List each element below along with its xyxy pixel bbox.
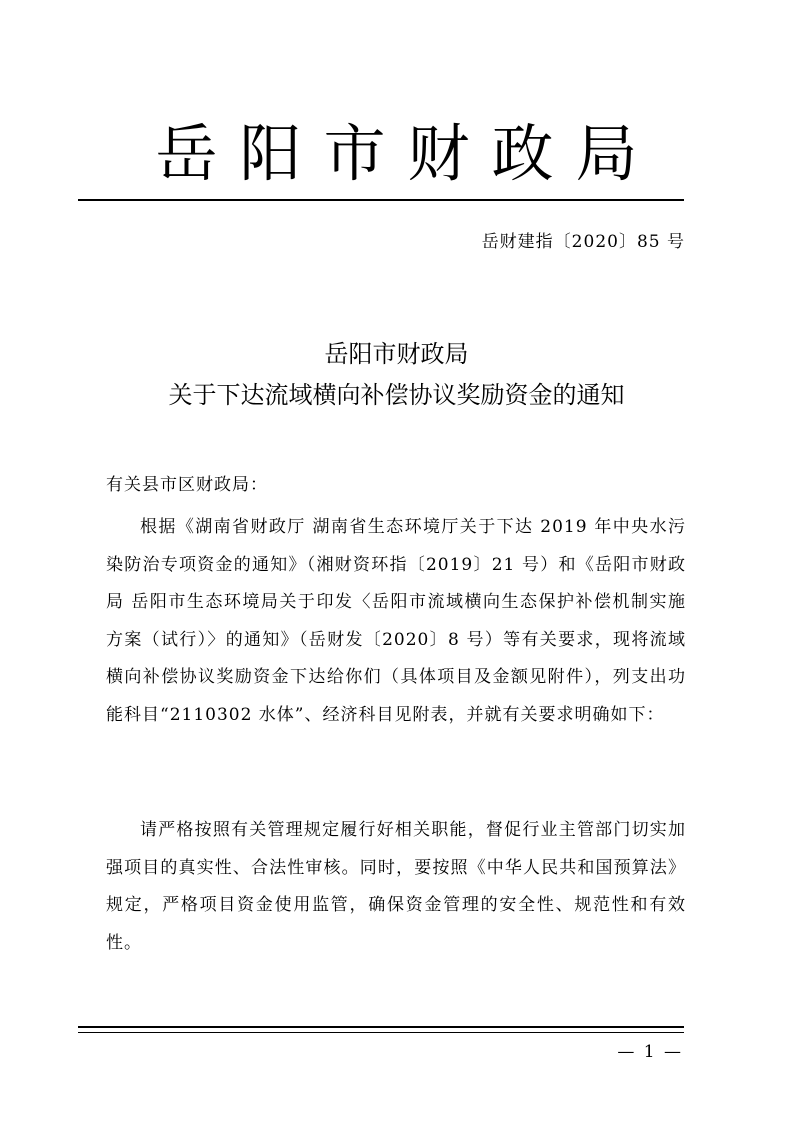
footer-rule-thin — [78, 1032, 684, 1033]
footer-rule — [78, 1026, 684, 1028]
document-number: 岳财建指〔2020〕85 号 — [481, 232, 685, 252]
body-paragraph: 根据《湖南省财政厅 湖南省生态环境厅关于下达 2019 年中央水污染防治专项资金的通知》（湘财资环指〔2019〕21 号）和《岳阳市财政局 岳阳市生态环境局关于印发〈岳阳市流域横向生态保护补偿机制实施方案（试行）〉的通知》（岳财发〔2020〕8 号）等有关要求，现将流域横向补偿协议奖励资金下达给你们（具体项目及金额见附件），列支出功能科目“2110302 水体”、经济科目见附表，并就有关要求明确如下： — [106, 517, 686, 725]
page-number: — 1 — — [617, 1042, 683, 1062]
org-header-title: 岳阳市财政局 — [155, 117, 660, 190]
body-paragraph: 请严格按照有关管理规定履行好相关职能，督促行业主管部门切实加强项目的真实性、合法性审核。同时，要按照《中华人民共和国预算法》规定，严格项目资金使用监管，确保资金管理的安全性、规范性和有效性。 — [106, 820, 686, 953]
notice-title-line-2: 关于下达流域横向补偿协议奖励资金的通知 — [168, 381, 625, 409]
salutation: 有关县市区财政局： — [106, 475, 268, 495]
notice-title-line-1: 岳阳市财政局 — [324, 340, 469, 368]
header-rule — [78, 199, 684, 201]
